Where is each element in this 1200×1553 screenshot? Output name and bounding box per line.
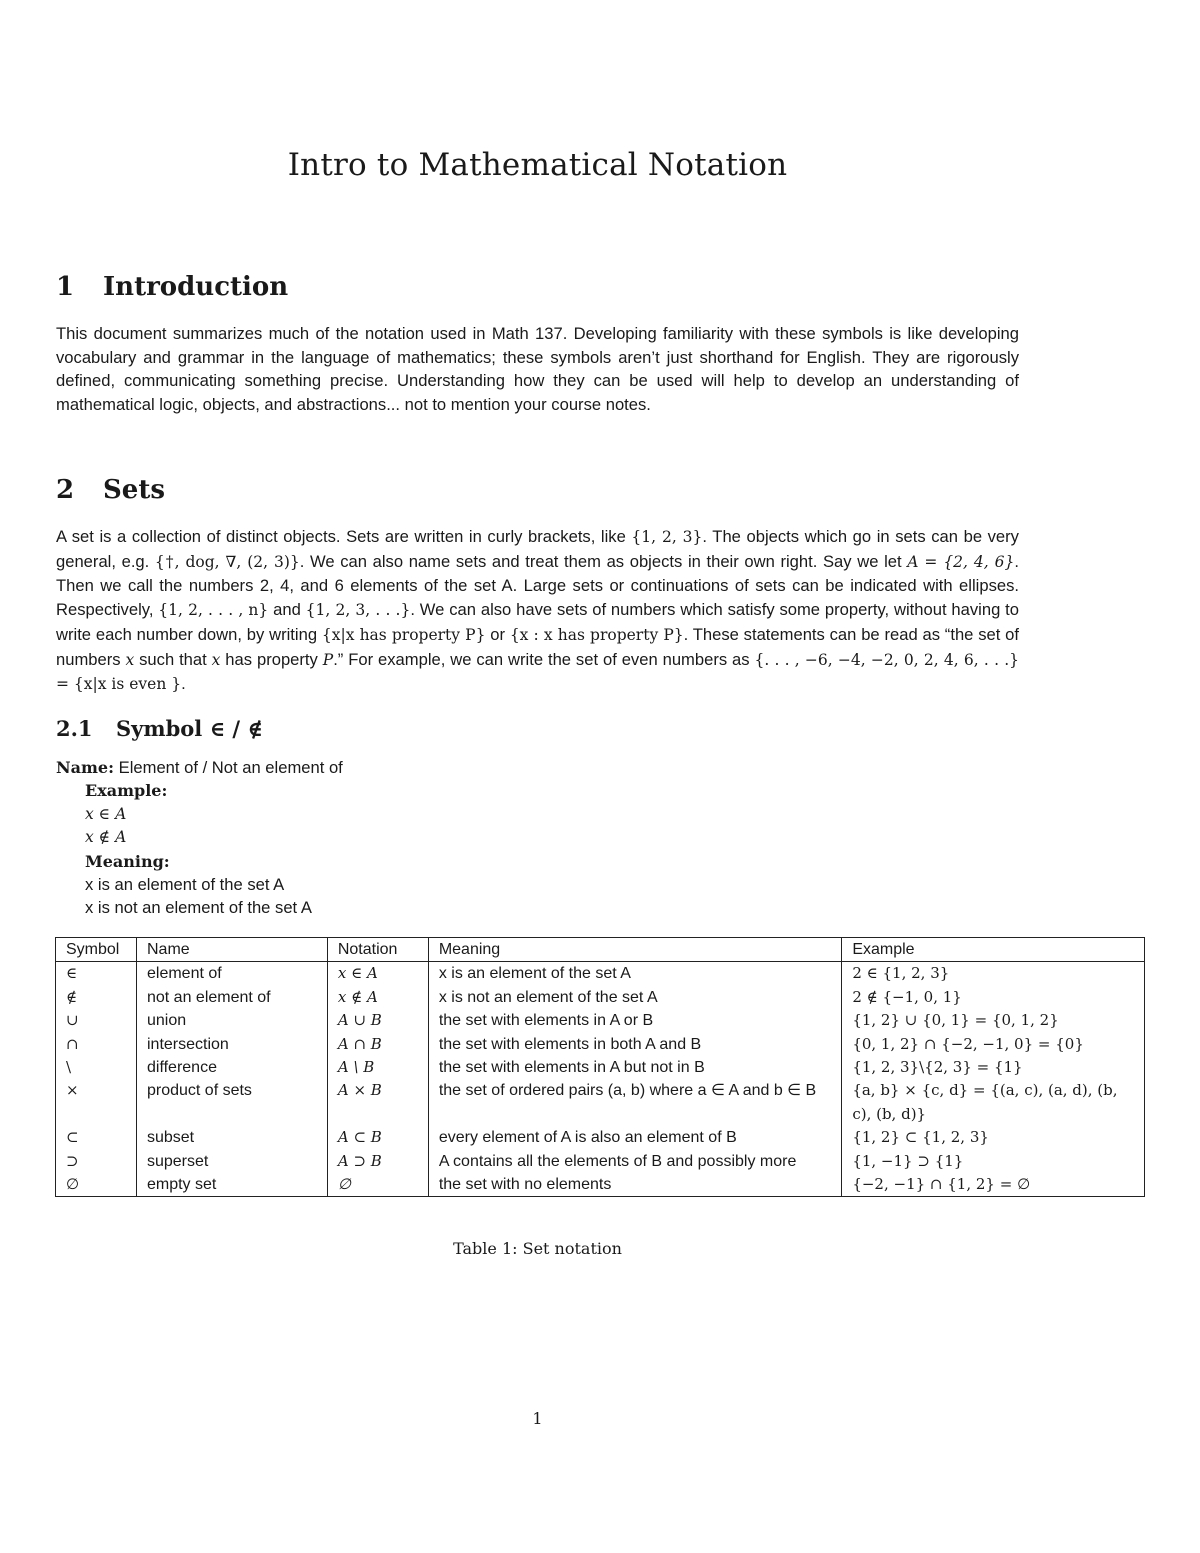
cell-notation: A ∪ B <box>327 1009 428 1032</box>
cell-example: {0, 1, 2} ∩ {−2, −1, 0} = {0} <box>842 1033 1145 1056</box>
column-header-symbol: Symbol <box>56 938 137 962</box>
column-header-example: Example <box>842 938 1145 962</box>
cell-symbol: ∈ <box>56 962 137 986</box>
table-row <box>56 1173 1145 1197</box>
meaning-line: x is not an element of the set A <box>85 898 312 918</box>
section-title: Sets <box>103 475 165 505</box>
cell-name: subset <box>136 1126 327 1149</box>
meaning-label: Meaning: <box>85 851 170 871</box>
subsection-title: Symbol ∈ / ∉ <box>116 716 263 741</box>
cell-example: {1, −1} ⊃ {1} <box>842 1150 1145 1173</box>
cell-name: empty set <box>136 1173 327 1197</box>
cell-meaning: the set with no elements <box>428 1173 842 1197</box>
cell-name: union <box>136 1009 327 1032</box>
meaning-line: x is an element of the set A <box>85 875 285 895</box>
subsection-heading-symbol-in <box>56 716 263 741</box>
cell-notation: A ∩ B <box>327 1033 428 1056</box>
column-header-meaning: Meaning <box>428 938 842 962</box>
cell-symbol: ∉ <box>56 986 137 1009</box>
document-title: Intro to Mathematical Notation <box>287 146 788 183</box>
cell-symbol: ∅ <box>56 1173 137 1197</box>
cell-notation: A ⊂ B <box>327 1126 428 1149</box>
cell-name: product of sets <box>136 1079 327 1126</box>
table-row <box>56 986 1145 1009</box>
table-row <box>56 1056 1145 1079</box>
cell-name: element of <box>136 962 327 986</box>
cell-example: {−2, −1} ∩ {1, 2} = ∅ <box>842 1173 1145 1197</box>
section-number: 2 <box>56 475 75 505</box>
cell-example: 2 ∈ {1, 2, 3} <box>842 962 1145 986</box>
table-row <box>56 1079 1145 1126</box>
cell-name: not an element of <box>136 986 327 1009</box>
subsection-number: 2.1 <box>56 716 93 741</box>
example-line: x ∉ A <box>85 828 127 847</box>
cell-notation: x ∉ A <box>327 986 428 1009</box>
name-line <box>56 756 343 779</box>
page-number: 1 <box>532 1409 543 1428</box>
table-row <box>56 1009 1145 1032</box>
table-caption: Table 1: Set notation <box>453 1239 622 1258</box>
cell-name: intersection <box>136 1033 327 1056</box>
cell-meaning: the set with elements in A but not in B <box>428 1056 842 1079</box>
cell-example: {a, b} × {c, d} = {(a, c), (a, d), (b, c), (b, d)} <box>842 1079 1145 1126</box>
cell-notation: x ∈ A <box>327 962 428 986</box>
cell-symbol: × <box>56 1079 137 1126</box>
section-heading-introduction <box>56 272 288 302</box>
table-row <box>56 1033 1145 1056</box>
cell-notation: A ⊃ B <box>327 1150 428 1173</box>
cell-meaning: every element of A is also an element of B <box>428 1126 842 1149</box>
cell-meaning: x is not an element of the set A <box>428 986 842 1009</box>
table-header-row <box>56 938 1145 962</box>
introduction-paragraph: This document summarizes much of the notation used in Math 137. Developing familiarity with these symbols is like developing vocabulary and grammar in the language of mathematics; these symbols aren’t just shorthand for English. They are rigorously defined, communicating something precise. Understanding how they can be used will help to develop an understanding of mathematical logic, objects, and abstractions... not to mention your course notes. <box>56 324 1019 415</box>
cell-meaning: x is an element of the set A <box>428 962 842 986</box>
table-row <box>56 962 1145 986</box>
cell-notation: ∅ <box>327 1173 428 1197</box>
symbol-definition <box>56 756 343 920</box>
name-value: Element of / Not an element of <box>118 758 343 777</box>
cell-meaning: A contains all the elements of B and possibly more <box>428 1150 842 1173</box>
column-header-notation: Notation <box>327 938 428 962</box>
cell-notation: A \ B <box>327 1056 428 1079</box>
section-heading-sets <box>56 475 165 505</box>
section-number: 1 <box>56 272 75 302</box>
cell-meaning: the set with elements in A or B <box>428 1009 842 1032</box>
section-title: Introduction <box>103 272 289 302</box>
table-row <box>56 1150 1145 1173</box>
table-row <box>56 1126 1145 1149</box>
cell-symbol: ⊃ <box>56 1150 137 1173</box>
name-label: Name: <box>56 758 115 777</box>
cell-example: {1, 2, 3}\{2, 3} = {1} <box>842 1056 1145 1079</box>
cell-example: {1, 2} ⊂ {1, 2, 3} <box>842 1126 1145 1149</box>
cell-meaning: the set of ordered pairs (a, b) where a ∈ A and b ∈ B <box>428 1079 842 1126</box>
cell-name: difference <box>136 1056 327 1079</box>
cell-example: {1, 2} ∪ {0, 1} = {0, 1, 2} <box>842 1009 1145 1032</box>
cell-symbol: ∩ <box>56 1033 137 1056</box>
example-label: Example: <box>85 781 168 801</box>
cell-meaning: the set with elements in both A and B <box>428 1033 842 1056</box>
column-header-name: Name <box>136 938 327 962</box>
example-line: x ∈ A <box>85 804 127 823</box>
cell-notation: A × B <box>327 1079 428 1126</box>
cell-name: superset <box>136 1150 327 1173</box>
cell-symbol: \ <box>56 1056 137 1079</box>
cell-example: 2 ∉ {−1, 0, 1} <box>842 986 1145 1009</box>
cell-symbol: ⊂ <box>56 1126 137 1149</box>
set-notation-table <box>55 937 1145 1197</box>
sets-paragraph: A set is a collection of distinct objects. Sets are written in curly brackets, like {1, 2, 3}. The objects which go in sets can be very general, e.g. {†, dog, ∇, (2, 3)}. We can also name sets and treat them as objects in their own right. Say we let A = {2, 4, 6}. Then we call the numbers 2, 4, and 6 elements of the set A. Large sets or continuations of sets can be indicated with ellipses. Respectively, {1, 2, . . . , n} and {1, 2, 3, . . .}. We can also have sets of numbers which satisfy some property, without having to write each number down, by writing {x|x has property P} or {x : x has property P}. These statements can be read as “the set of numbers x such that x has property P.” For example, we can write the set of even numbers as {. . . , −6, −4, −2, 0, 2, 4, 6, . . .} = {x|x is even }. <box>56 527 1020 694</box>
cell-symbol: ∪ <box>56 1009 137 1032</box>
